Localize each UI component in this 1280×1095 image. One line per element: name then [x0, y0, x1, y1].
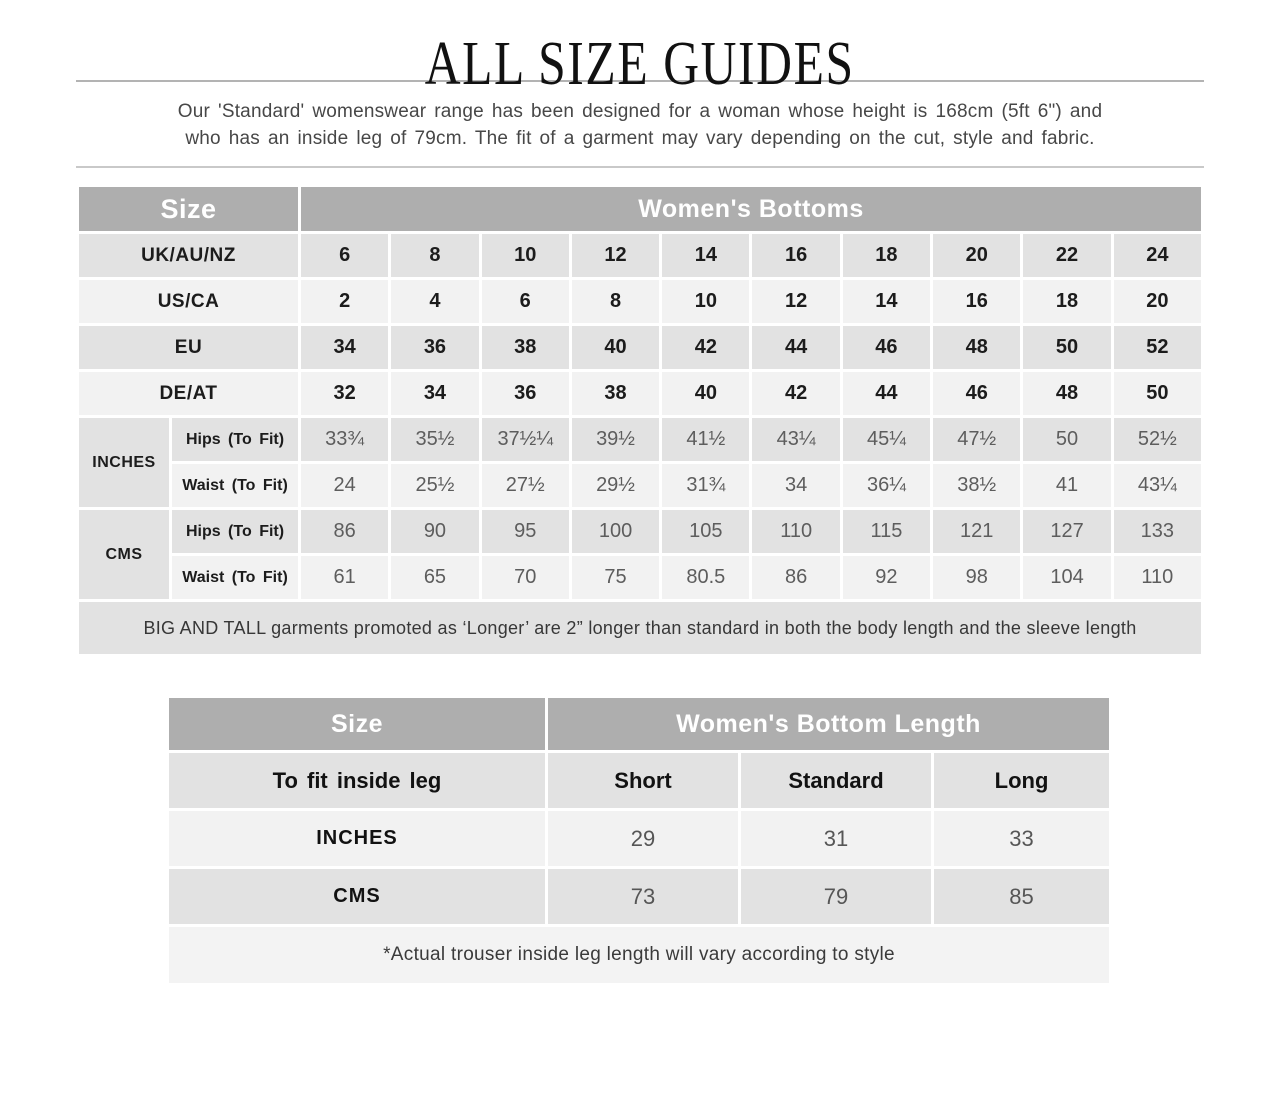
size-header-cell: Size	[79, 187, 298, 231]
size-cell: 6	[301, 234, 388, 277]
size-cell: 32	[301, 372, 388, 415]
measurement-cell: 80.5	[662, 556, 749, 599]
measurement-cell: 27½	[482, 464, 569, 507]
size-cell: 20	[933, 234, 1020, 277]
fit-column-short: Short	[548, 753, 738, 808]
table-row-cms-waist	[79, 556, 1201, 599]
table-row-cms	[169, 869, 1109, 924]
measurement-cell: 79	[741, 869, 931, 924]
size-cell: 16	[752, 234, 839, 277]
size-cell: 42	[752, 372, 839, 415]
measurement-cell: 104	[1023, 556, 1110, 599]
measurement-cell: 100	[572, 510, 659, 553]
size-cell: 18	[843, 234, 930, 277]
measurement-cell: 98	[933, 556, 1020, 599]
size-cell: 2	[301, 280, 388, 323]
table-row-de-at	[79, 372, 1201, 415]
bottom-length-header-cell: Women's Bottom Length	[548, 698, 1109, 750]
size-cell: 10	[662, 280, 749, 323]
inside-leg-label: To fit inside leg	[169, 753, 545, 808]
measurement-cell: 110	[752, 510, 839, 553]
table-row-inches-waist	[79, 464, 1201, 507]
measurement-cell: 133	[1114, 510, 1201, 553]
size-cell: 50	[1114, 372, 1201, 415]
womens-bottoms-header-cell: Women's Bottoms	[301, 187, 1201, 231]
table-row-inches	[169, 811, 1109, 866]
measurement-cell: 90	[391, 510, 478, 553]
measurement-cell: 41½	[662, 418, 749, 461]
measurement-cell: 47½	[933, 418, 1020, 461]
size-cell: 42	[662, 326, 749, 369]
size-cell: 14	[843, 280, 930, 323]
measurement-cell: 65	[391, 556, 478, 599]
size-header-cell: Size	[169, 698, 545, 750]
page-title: ALL SIZE GUIDES	[425, 30, 855, 98]
row-label: UK/AU/NZ	[79, 234, 298, 277]
hips-label: Hips (To Fit)	[172, 510, 298, 553]
intro-line-2: who has an inside leg of 79cm. The fit of a garment may vary depending on the cut, style and fabric.	[185, 128, 1095, 149]
big-and-tall-footnote: BIG AND TALL garments promoted as ‘Longer’ are 2” longer than standard in both the body length and the sleeve length	[79, 602, 1201, 654]
size-cell: 6	[482, 280, 569, 323]
table-header-row	[79, 187, 1201, 231]
womens-bottoms-size-table	[76, 184, 1204, 657]
measurement-cell: 110	[1114, 556, 1201, 599]
measurement-cell: 39½	[572, 418, 659, 461]
size-cell: 8	[572, 280, 659, 323]
size-cell: 38	[482, 326, 569, 369]
measurement-cell: 45¼	[843, 418, 930, 461]
measurement-cell: 43¼	[1114, 464, 1201, 507]
measurement-cell: 29½	[572, 464, 659, 507]
size-cell: 36	[391, 326, 478, 369]
measurement-cell: 33¾	[301, 418, 388, 461]
size-cell: 46	[843, 326, 930, 369]
waist-label: Waist (To Fit)	[172, 464, 298, 507]
measurement-cell: 121	[933, 510, 1020, 553]
size-cell: 48	[933, 326, 1020, 369]
size-cell: 38	[572, 372, 659, 415]
measurement-cell: 34	[752, 464, 839, 507]
measurement-cell: 86	[752, 556, 839, 599]
size-cell: 12	[572, 234, 659, 277]
measurement-cell: 29	[548, 811, 738, 866]
intro-text	[85, 98, 1195, 152]
measurement-cell: 37½¼	[482, 418, 569, 461]
size-cell: 24	[1114, 234, 1201, 277]
size-cell: 36	[482, 372, 569, 415]
measurement-cell: 75	[572, 556, 659, 599]
size-cell: 46	[933, 372, 1020, 415]
size-cell: 34	[391, 372, 478, 415]
page-header	[0, 0, 1280, 98]
row-label: US/CA	[79, 280, 298, 323]
table-row-inches-hips	[79, 418, 1201, 461]
measurement-cell: 115	[843, 510, 930, 553]
measurement-cell: 43¼	[752, 418, 839, 461]
intro-line-1: Our 'Standard' womenswear range has been designed for a woman whose height is 168cm (5ft 6") and	[177, 101, 1103, 122]
measurement-cell: 92	[843, 556, 930, 599]
unit-label-cms: CMS	[169, 869, 545, 924]
intro-bottom-divider	[76, 166, 1204, 168]
measurement-cell: 85	[934, 869, 1109, 924]
size-cell: 20	[1114, 280, 1201, 323]
unit-label-inches: INCHES	[169, 811, 545, 866]
size-cell: 16	[933, 280, 1020, 323]
measurement-cell: 73	[548, 869, 738, 924]
unit-label-cms: CMS	[79, 510, 169, 599]
size-cell: 14	[662, 234, 749, 277]
hips-label: Hips (To Fit)	[172, 418, 298, 461]
measurement-cell: 52½	[1114, 418, 1201, 461]
measurement-cell: 31	[741, 811, 931, 866]
row-label: DE/AT	[79, 372, 298, 415]
measurement-cell: 24	[301, 464, 388, 507]
size-cell: 44	[843, 372, 930, 415]
table-row-cms-hips	[79, 510, 1201, 553]
fit-column-standard: Standard	[741, 753, 931, 808]
size-cell: 8	[391, 234, 478, 277]
table-row-uk-au-nz	[79, 234, 1201, 277]
measurement-cell: 50	[1023, 418, 1110, 461]
womens-bottom-length-table	[166, 695, 1112, 986]
size-cell: 40	[662, 372, 749, 415]
measurement-cell: 61	[301, 556, 388, 599]
table-row-us-ca	[79, 280, 1201, 323]
size-cell: 40	[572, 326, 659, 369]
measurement-cell: 86	[301, 510, 388, 553]
measurement-cell: 105	[662, 510, 749, 553]
measurement-cell: 25½	[391, 464, 478, 507]
waist-label: Waist (To Fit)	[172, 556, 298, 599]
measurement-cell: 36¼	[843, 464, 930, 507]
table-row-eu	[79, 326, 1201, 369]
measurement-cell: 127	[1023, 510, 1110, 553]
size-cell: 50	[1023, 326, 1110, 369]
size-cell: 12	[752, 280, 839, 323]
size-cell: 48	[1023, 372, 1110, 415]
measurement-cell: 33	[934, 811, 1109, 866]
row-label: EU	[79, 326, 298, 369]
measurement-cell: 70	[482, 556, 569, 599]
size-cell: 44	[752, 326, 839, 369]
measurement-cell: 95	[482, 510, 569, 553]
table-footnote-row	[79, 602, 1201, 654]
size-cell: 22	[1023, 234, 1110, 277]
measurement-cell: 31¾	[662, 464, 749, 507]
measurement-cell: 35½	[391, 418, 478, 461]
fit-column-long: Long	[934, 753, 1109, 808]
size-cell: 4	[391, 280, 478, 323]
measurement-cell: 38½	[933, 464, 1020, 507]
measurement-cell: 41	[1023, 464, 1110, 507]
unit-label-inches: INCHES	[79, 418, 169, 507]
table-row-fit-columns	[169, 753, 1109, 808]
size-cell: 52	[1114, 326, 1201, 369]
table-footnote-row	[169, 927, 1109, 983]
size-cell: 34	[301, 326, 388, 369]
size-cell: 18	[1023, 280, 1110, 323]
table-header-row	[169, 698, 1109, 750]
size-cell: 10	[482, 234, 569, 277]
trouser-length-footnote: *Actual trouser inside leg length will vary according to style	[169, 927, 1109, 983]
